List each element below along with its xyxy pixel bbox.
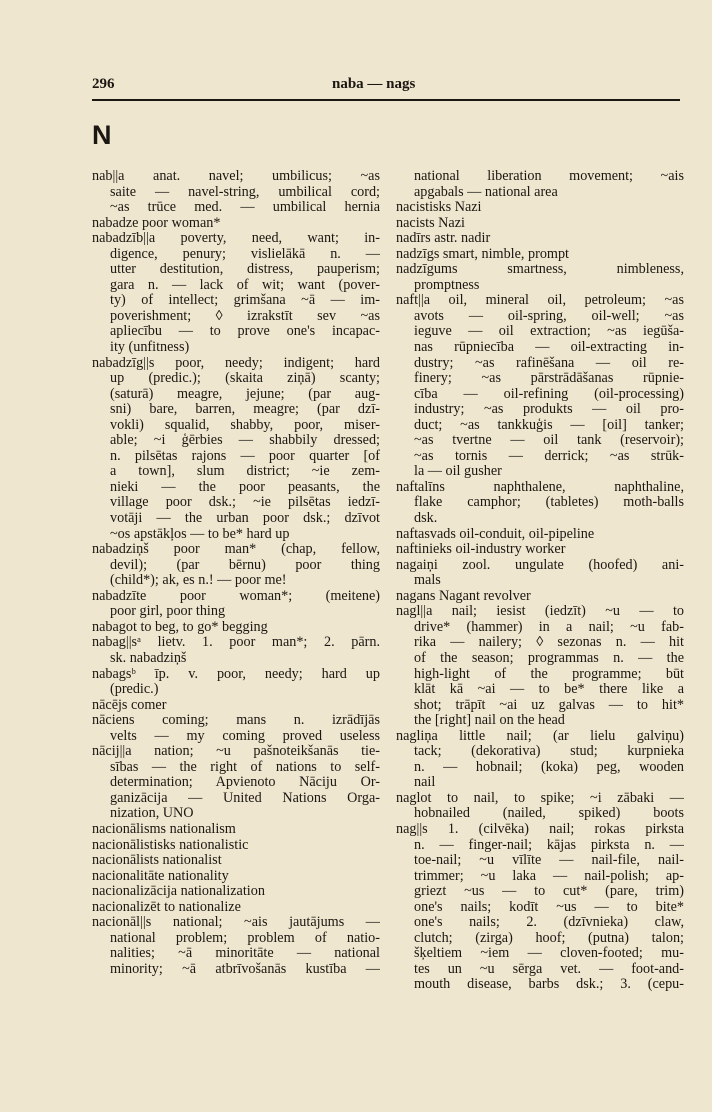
entry-line: utter destitution, distress, pauperism; — [110, 261, 380, 278]
entry-line: minority; ~ā atbrīvošanās kustība — — [110, 960, 380, 977]
left-column — [92, 169, 380, 977]
entry-line: able; ~i ģērbies — shabbily dressed; — [110, 432, 380, 449]
entry-line: rika — nailery; ◊ sezonas n. — hit — [414, 634, 684, 651]
entry-line: avots — oil-spring, oil-well; ~as — [414, 307, 684, 324]
entry-line: one's nails; kodīt ~us — to bite* — [414, 898, 684, 915]
entry-line: high-light of the programme; būt — [414, 665, 684, 682]
running-head: naba — nags — [332, 76, 416, 92]
entry-line: nacionālists nationalist — [92, 852, 222, 869]
entry-line: finery; ~as pārstrādāšanas rūpnie- — [414, 370, 684, 387]
entry-line: nacists Nazi — [396, 214, 465, 231]
entry-line: nabag||sᵃ lietv. 1. poor man*; 2. pārn. — [92, 634, 380, 651]
entry-line: flake camphor; (tabletes) moth-balls — [414, 494, 684, 511]
entry-line: mals — [414, 572, 441, 589]
entry-line: apliecību — to prove one's incapac- — [110, 323, 380, 340]
entry-line: poor girl, poor thing — [110, 603, 226, 620]
entry-line: dustry; ~as rafinēšana — oil re- — [414, 354, 684, 371]
entry-line: (predic.) — [110, 681, 159, 698]
page-header — [92, 76, 680, 98]
entry-line: nabagot to beg, to go* begging — [92, 618, 268, 635]
entry-line: nabadzīg||s poor, needy; indigent; hard — [92, 354, 380, 371]
entry-line: nācējs comer — [92, 696, 167, 713]
entry-line: one's nails; 2. (dzīvnieka) claw, — [414, 914, 684, 931]
entry-line: national liberation movement; ~ais — [414, 168, 684, 184]
section-letter: N — [92, 120, 112, 150]
entry-line: sni) bare, barren, meagre; (par dzī- — [110, 401, 380, 418]
entry-line: promptness — [414, 276, 480, 293]
entry-line: cība — oil-refining (oil-processing) — [414, 385, 684, 402]
entry-line: ~os apstākļos — to be* hard up — [110, 525, 290, 542]
entry-line: nāciens coming; mans n. izrādījās — [92, 712, 380, 729]
entry-line: saite — navel-string, umbilical cord; — [110, 183, 380, 200]
entry-line: nabadze poor woman* — [92, 214, 221, 231]
entry-line: tes un ~u sērga vet. — foot-and- — [414, 960, 684, 977]
entry-line: nacionālisms nationalism — [92, 820, 236, 837]
entry-line: nacistisks Nazi — [396, 199, 482, 216]
entry-line: nācij||a nation; ~u pašnoteikšanās tie- — [92, 743, 380, 760]
entry-line: up (predic.); (skaita ziņā) scanty; — [110, 370, 380, 387]
entry-line: of the season; programmas n. — the — [414, 649, 684, 666]
entry-line: nacionalizācija nationalization — [92, 883, 265, 900]
entry-line: naftalīns naphthalene, naphthaline, — [396, 478, 684, 495]
entry-line: digence, penury; vislielākā n. — — [110, 245, 380, 262]
entry-line: apgabals — national area — [414, 183, 558, 200]
entry-line: nag||s 1. (cilvēka) nail; rokas pirksta — [396, 820, 684, 837]
entry-line: velts — my coming proved useless — [110, 727, 380, 744]
right-column — [396, 169, 684, 993]
entry-line: n. — hobnail; (koka) peg, wooden — [414, 758, 684, 775]
entry-line: the [right] nail on the head — [414, 712, 565, 729]
entry-line: ieguve — oil extraction; ~as iegūša- — [414, 323, 684, 340]
entry-line: toe-nail; ~u vīlīte — nail-file, nail- — [414, 852, 684, 869]
entry-line: klāt kā ~ai — to be* there like a — [414, 681, 684, 698]
entry-line: nabadzīte poor woman*; (meitene) — [92, 587, 380, 604]
entry-line: šķeltiem ~iem — cloven-footed; mu- — [414, 945, 684, 962]
entry-line: trimmer; ~u laka — nail-polish; ap- — [414, 867, 684, 884]
entry-line: n. — finger-nail; kājas pirksta n. — — [414, 836, 684, 853]
entry-line: nabagsᵇ īp. v. poor, needy; hard up — [92, 665, 380, 682]
entry-line: ty) of intellect; grimšana ~ā — im- — [110, 292, 380, 309]
entry-line: drive* (hammer) in a nail; ~u fab- — [414, 618, 684, 635]
entry-line: clutch; (zirga) hoof; (putna) talon; — [414, 929, 684, 946]
entry-line: (child*); ak, es n.! — poor me! — [110, 572, 287, 589]
entry-line: vokli) squalid, shabby, poor, miser- — [110, 416, 380, 433]
entry-line: nacionalizēt to nationalize — [92, 898, 241, 915]
entry-line: naft||a oil, mineral oil, petroleum; ~as — [396, 292, 684, 309]
entry-line: nadīrs astr. nadir — [396, 230, 491, 247]
entry-line: nabadzīb||a poverty, need, want; in- — [92, 230, 380, 247]
entry-line: ganizācija — United Nations Orga- — [110, 789, 380, 806]
entry-line: nacionālistisks nationalistic — [92, 836, 249, 853]
entry-line: village poor dsk.; ~ie pilsētas iedzī- — [110, 494, 380, 511]
entry-line: national problem; problem of natio- — [110, 929, 380, 946]
entry-line: sk. nabadziņš — [110, 649, 187, 666]
entry-line: la — oil gusher — [414, 463, 502, 480]
entry-line: nagaiņi zool. ungulate (hoofed) ani- — [396, 556, 684, 573]
entry-line: gara n. — lack of wit; want (pover- — [110, 276, 380, 293]
entry-line: a town], slum district; ~ie zem- — [110, 463, 380, 480]
entry-line: ~as tornis — derrick; ~as strūk- — [414, 447, 684, 464]
entry-line: nadzīgums smartness, nimbleness, — [396, 261, 684, 278]
entry-line: industry; ~as produkts — oil pro- — [414, 401, 684, 418]
entry-line: naftasvads oil-conduit, oil-pipeline — [396, 525, 595, 542]
entry-line: naftinieks oil-industry worker — [396, 541, 566, 558]
entry-line: nabadziņš poor man* (chap, fellow, — [92, 541, 380, 558]
entry-line: nagliņa little nail; (ar lielu galviņu) — [396, 727, 684, 744]
entry-line: ~as tvertne — oil tank (reservoir); — [414, 432, 684, 449]
entry-line: n. pilsētas rajons — poor quarter [of — [110, 447, 380, 464]
entry-line: nadzīgs smart, nimble, prompt — [396, 245, 569, 262]
entry-line: hobnailed (nailed, spiked) boots — [414, 805, 684, 822]
entry-line: nieki — the poor peasants, the — [110, 478, 380, 495]
entry-line: tack; (dekorativa) stud; kurpnieka — [414, 743, 684, 760]
entry-line: ity (unfitness) — [110, 339, 190, 356]
entry-line: dsk. — [414, 510, 438, 527]
header-rule — [92, 99, 680, 101]
entry-line: shot; trāpīt ~ai uz galvas — to hit* — [414, 696, 684, 713]
page-number: 296 — [92, 76, 115, 92]
entry-line: nization, UNO — [110, 805, 194, 822]
entry-line: ~as trūce med. — umbilical hernia — [110, 199, 380, 216]
entry-line: nagans Nagant revolver — [396, 587, 531, 604]
entry-line: devil); (par bērnu) poor thing — [110, 556, 380, 573]
entry-line: duct; ~as tankkuģis — [oil] tanker; — [414, 416, 684, 433]
entry-line: votāji — the urban poor dsk.; dzīvot — [110, 510, 380, 527]
entry-line: determination; Apvienoto Nāciju Or- — [110, 774, 380, 791]
entry-line: griezt ~us — to cut* (pare, trim) — [414, 883, 684, 900]
entry-line: nacionāl||s national; ~ais jautājums — — [92, 914, 380, 931]
entry-line: nacionalitāte nationality — [92, 867, 229, 884]
entry-line: (saturā) meagre, jejune; (par aug- — [110, 385, 380, 402]
entry-line: nagl||a nail; iesist (iedzīt) ~u — to — [396, 603, 684, 620]
entry-line: mouth disease, barbs dsk.; 3. (cepu- — [414, 976, 684, 993]
entry-line: poverishment; ◊ izrakstīt sev ~as — [110, 307, 380, 324]
entry-line: sības — the right of nations to self- — [110, 758, 380, 775]
entry-line: nab||a anat. navel; umbilicus; ~as — [92, 168, 380, 184]
entry-line: nas rūpniecība — oil-extracting in- — [414, 339, 684, 356]
entry-line: naglot to nail, to spike; ~i zābaki — — [396, 789, 684, 806]
entry-line: nail — [414, 774, 436, 791]
entry-line: nalities; ~ā minoritāte — national — [110, 945, 380, 962]
